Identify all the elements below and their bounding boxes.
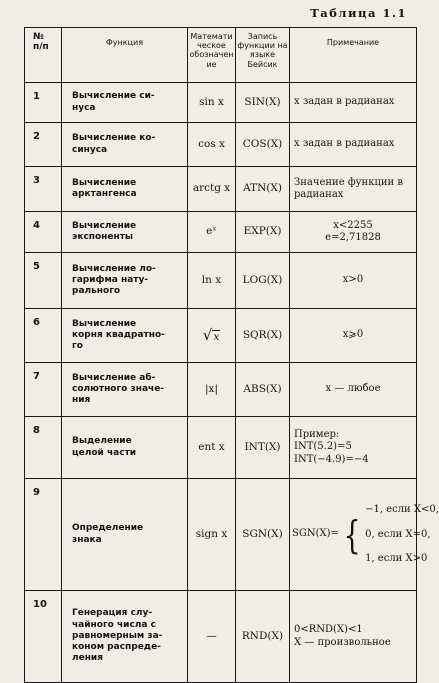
basic-notation: EXP(X)	[236, 212, 290, 253]
note: Значение функции в радианах	[290, 167, 417, 212]
function-name: Вычисление экспоненты	[62, 212, 188, 253]
table-caption: Таблица 1.1	[310, 6, 407, 20]
math-notation: —	[188, 591, 236, 683]
sign-case: −1, если X<0,	[365, 504, 439, 515]
square-root-symbol: √x	[202, 326, 220, 345]
sign-definition	[292, 492, 439, 578]
function-name: Генерация слу- чайного числа с равномерным за- коном распреде- ления	[62, 591, 188, 683]
table-row	[25, 479, 417, 591]
header-function: Функция	[62, 28, 188, 83]
row-number: 2	[25, 123, 62, 167]
basic-notation: RND(X)	[236, 591, 290, 683]
basic-notation: SQR(X)	[236, 309, 290, 363]
function-name: Вычисление ло- гарифма нату- рального	[62, 253, 188, 309]
header-math: Математическое обозначение	[188, 28, 236, 83]
table-row	[25, 363, 417, 417]
sign-case: 0, если X=0,	[365, 528, 431, 540]
math-notation	[188, 309, 236, 363]
basic-notation: LOG(X)	[236, 253, 290, 309]
row-number: 6	[25, 309, 62, 363]
math-notation: arctg x	[188, 167, 236, 212]
header-note: Примечание	[290, 28, 417, 83]
note	[290, 479, 439, 591]
note: 0<RND(X)<1 X — произвольное	[290, 591, 417, 683]
note: x задан в радианах	[290, 123, 417, 167]
brace-symbol: {	[343, 512, 361, 557]
row-number: 9	[25, 479, 62, 591]
function-name: Вычисление си- нуса	[62, 83, 188, 123]
table-row	[25, 253, 417, 309]
table-row	[25, 417, 417, 479]
row-number: 4	[25, 212, 62, 253]
table-row	[25, 212, 417, 253]
sign-cases	[365, 492, 439, 578]
note: Пример: INT(5.2)=5 INT(−4.9)=−4	[290, 417, 417, 479]
sign-lhs: SGN(X)=	[292, 528, 339, 540]
functions-table	[24, 27, 439, 683]
math-notation: sign x	[188, 479, 236, 591]
radicand: x	[213, 331, 220, 344]
note: x задан в радианах	[290, 83, 417, 123]
note: x — любое	[290, 363, 417, 417]
row-number: 5	[25, 253, 62, 309]
function-name: Вычисление арктангенса	[62, 167, 188, 212]
note: x>0	[290, 253, 417, 309]
note: x⩾0	[290, 309, 417, 363]
table-row	[25, 591, 417, 683]
row-number: 1	[25, 83, 62, 123]
basic-notation: COS(X)	[236, 123, 290, 167]
table-row	[25, 123, 417, 167]
function-name: Вычисление корня квадратно- го	[62, 309, 188, 363]
math-notation: cos x	[188, 123, 236, 167]
math-notation: sin x	[188, 83, 236, 123]
basic-notation: SGN(X)	[236, 479, 290, 591]
basic-notation: SIN(X)	[236, 83, 290, 123]
row-number: 10	[25, 591, 62, 683]
math-notation: eˣ	[188, 212, 236, 253]
basic-notation: INT(X)	[236, 417, 290, 479]
row-number: 8	[25, 417, 62, 479]
function-name: Вычисление ко- синуса	[62, 123, 188, 167]
sign-case: 1, если X>0	[365, 553, 428, 564]
math-notation: |x|	[188, 363, 236, 417]
header-row	[25, 28, 417, 83]
table-row	[25, 167, 417, 212]
row-number: 7	[25, 363, 62, 417]
header-basic: Запись функции на языке Бейсик	[236, 28, 290, 83]
math-notation: ln x	[188, 253, 236, 309]
table-row	[25, 309, 417, 363]
function-name: Выделение целой части	[62, 417, 188, 479]
basic-notation: ATN(X)	[236, 167, 290, 212]
row-number: 3	[25, 167, 62, 212]
math-notation: ent x	[188, 417, 236, 479]
function-name: Вычисление аб- солютного значе- ния	[62, 363, 188, 417]
header-num: № п/п	[25, 28, 62, 83]
note: x<2255 e=2,71828	[290, 212, 417, 253]
table-row	[25, 83, 417, 123]
function-name: Определение знака	[62, 479, 188, 591]
basic-notation: ABS(X)	[236, 363, 290, 417]
